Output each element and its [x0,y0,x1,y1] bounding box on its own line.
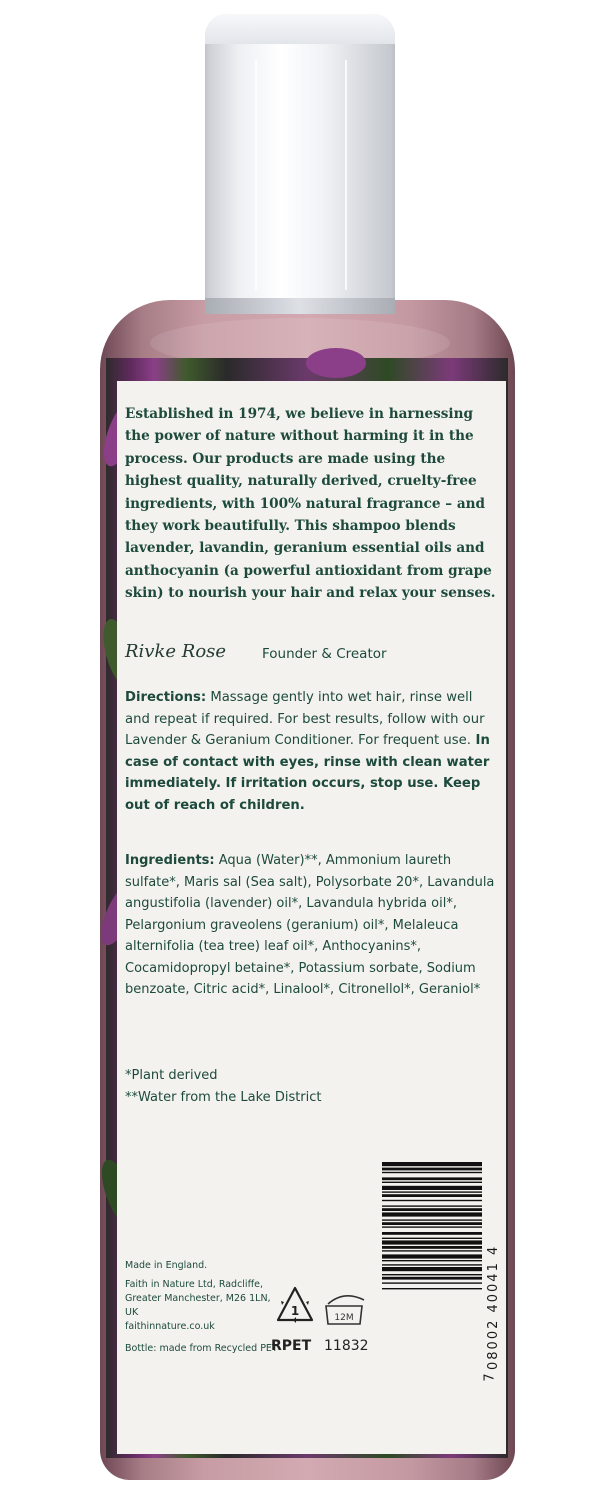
barcode-bar [382,1260,482,1261]
barcode-bar [382,1205,482,1206]
barcode-bar [382,1186,482,1190]
barcode-bar [382,1250,482,1251]
recycle-label: RPET [271,1338,312,1354]
founder-title: Founder & Creator [262,646,387,662]
barcode-bar [382,1182,482,1183]
barcode-bar [382,1219,482,1220]
recycle-number: 1 [290,1304,300,1318]
directions-text [125,687,497,817]
bottle-cap [205,14,395,314]
barcode-bar [382,1277,482,1280]
barcode-bar [382,1162,482,1166]
barcode [382,1160,482,1370]
founder-signature: Rivke Rose [125,641,227,662]
brand-intro-text: Established in 1974, we believe in harnessing the power of nature without harming it in the process. Our products are made using the highest quality, naturally derived, cruelty-free ingredients, with 100% natural fragrance – and they work beautifully. This shampoo blends lavender, lavandin, geranium essential oils and anthocyanin (a powerful antioxidant from grape skin) to nourish your hair and relax your senses. [125,406,496,602]
product-code: 11832 [324,1338,369,1354]
ingredients-label: Ingredients: [125,853,215,868]
ingredients-body: Aqua (Water)**, Ammonium laureth sulfate*, Maris sal (Sea salt), Polysorbate 20*, Lavandula angustifolia (lavender) oil*, Lavandula hybrida oil*, Pelargonium graveolens (geranium) oil*, Melaleuca alternifolia (tea tree) leaf oil*, Anthocyanins*, Cocamidopropyl betaine*, Potassium sorbate, Sodium benzoate, Citric acid*, Linalool*, Citronellol*, Geraniol* [125,853,495,997]
barcode-prefix: 7 [482,1373,498,1382]
period-after-opening-icon [320,1292,368,1328]
barcode-bar [382,1194,482,1197]
pao-label: 12M [334,1313,354,1323]
barcode-bar [382,1238,482,1239]
barcode-bar [382,1264,482,1265]
directions-body: Massage gently into wet hair, rinse well and repeat if required. For best results, follow with our Lavender & Geranium Conditioner. For frequent use. [125,690,485,749]
barcode-bar [382,1226,482,1227]
barcode-bar [382,1191,482,1192]
ingredients-text [125,850,497,1001]
barcode-bar [382,1212,482,1216]
barcode-digits: 08002 40041 4 [486,1244,501,1370]
barcode-bar [382,1208,482,1211]
barcode-bar [382,1240,482,1244]
barcode-bar [382,1172,482,1173]
barcode-bar [382,1267,482,1271]
barcode-bar [382,1254,482,1258]
company-line-2: Greater Manchester, M26 1LN, UK [125,1293,271,1318]
barcode-bar [382,1288,482,1289]
barcode-bar [382,1177,482,1180]
cap-ridge [255,60,257,290]
barcode-bar [382,1200,482,1201]
made-in-text: Made in England. [125,1260,208,1271]
directions-label: Directions: [125,690,207,705]
bottle-material-note: Bottle: made from Recycled PET [125,1343,278,1354]
company-line-1: Faith in Nature Ltd, Radcliffe, [125,1279,263,1290]
barcode-bar [382,1274,482,1275]
recycle-icon [272,1284,318,1330]
cap-ridge [345,60,347,290]
company-website: faithinnature.co.uk [125,1321,215,1332]
company-address [125,1278,285,1334]
barcode-bar [382,1282,482,1283]
barcode-bar [382,1232,482,1235]
barcode-bar [382,1222,482,1225]
footnote-plant-derived: *Plant derived [125,1068,218,1083]
cap-band [205,298,395,314]
directions-warning: In case of contact with eyes, rinse with clean water immediately. If irritation occurs, stop use. Keep out of reach of children. [125,733,490,813]
footnotes [125,1065,497,1108]
barcode-bar [382,1168,482,1171]
leaf-decoration [306,348,366,378]
cap-top [205,14,395,44]
footnote-water-source: **Water from the Lake District [125,1089,322,1105]
barcode-bar [382,1246,482,1249]
